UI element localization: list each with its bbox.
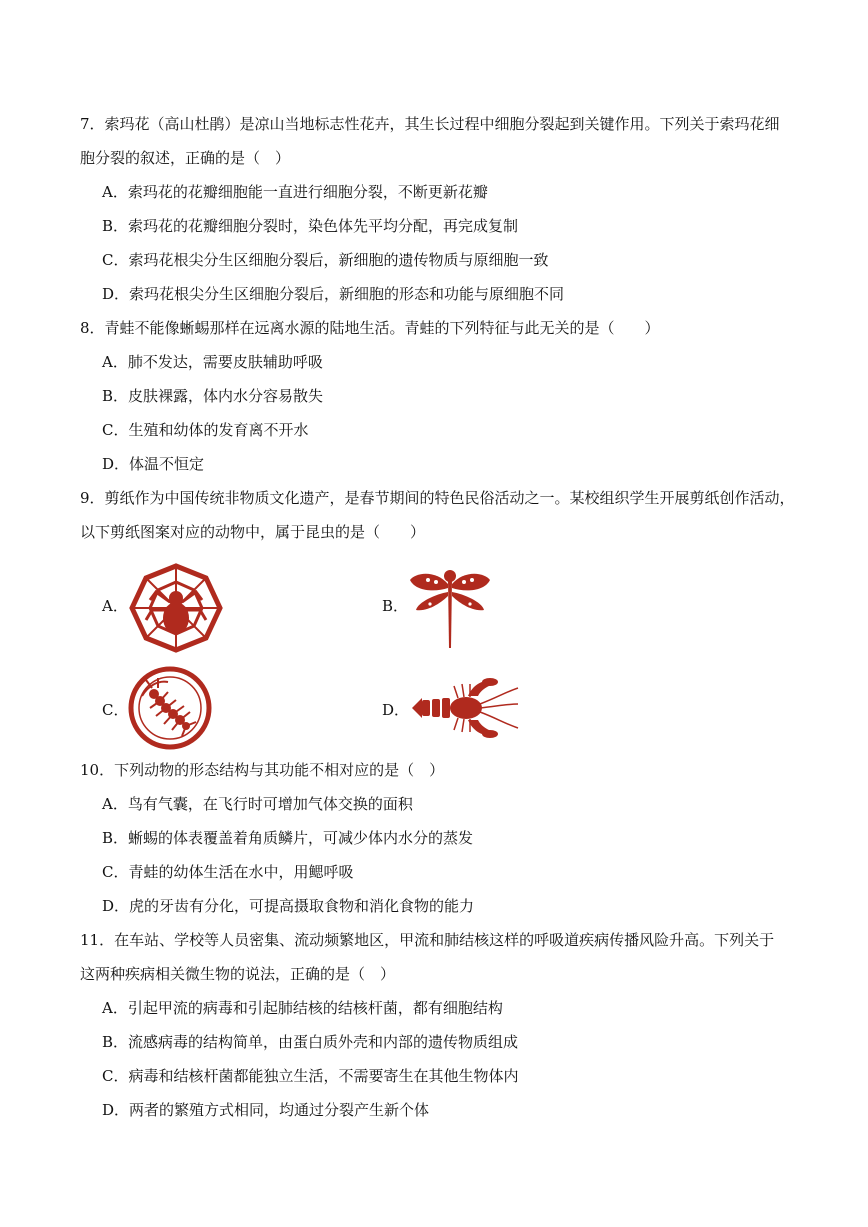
q7-stem-line-2: 胞分裂的叙述，正确的是（ ） [80, 149, 291, 167]
q11-option-b: B．流感病毒的结构简单，由蛋白质外壳和内部的遗传物质组成 [102, 1033, 519, 1051]
q8-option-b: B．皮肤裸露，体内水分容易散失 [102, 387, 324, 405]
q10-option-d: D．虎的牙齿有分化，可提高摄取食物和消化食物的能力 [102, 897, 475, 915]
lobster-icon [408, 674, 520, 742]
q9-stem-line-1: 9．剪纸作为中国传统非物质文化遗产，是春节期间的特色民俗活动之一。某校组织学生开展剪纸创作活动， [80, 489, 795, 507]
q7-option-a: A．索玛花的花瓣细胞能一直进行细胞分裂，不断更新花瓣 [102, 183, 488, 201]
q7-stem-line-1: 7．索玛花（高山杜鹃）是凉山当地标志性花卉，其生长过程中细胞分裂起到关键作用。下列关于索玛花细 [80, 115, 780, 133]
q11-option-d: D．两者的繁殖方式相同，均通过分裂产生新个体 [102, 1101, 430, 1119]
q11-stem-line-1: 11．在车站、学校等人员密集、流动频繁地区，甲流和肺结核这样的呼吸道疾病传播风险升高。下列关于 [80, 931, 775, 949]
q9-option-a-label: A． [102, 597, 128, 615]
q10-option-a: A．鸟有气囊，在飞行时可增加气体交换的面积 [102, 795, 413, 813]
q8-stem-line-1: 8．青蛙不能像蜥蜴那样在远离水源的陆地生活。青蛙的下列特征与此无关的是（ ） [80, 319, 660, 337]
q9-option-c-label: C． [102, 701, 129, 719]
q11-option-a: A．引起甲流的病毒和引起肺结核的结核杆菌，都有细胞结构 [102, 999, 503, 1017]
q10-stem-line-1: 10．下列动物的形态结构与其功能不相对应的是（ ） [80, 761, 445, 779]
q11-option-c: C．病毒和结核杆菌都能独立生活，不需要寄生在其他生物体内 [102, 1067, 519, 1085]
q8-option-d: D．体温不恒定 [102, 455, 205, 473]
q8-option-a: A．肺不发达，需要皮肤辅助呼吸 [102, 353, 323, 371]
spider-icon [128, 562, 224, 654]
q11-stem-line-2: 这两种疾病相关微生物的说法，正确的是（ ） [80, 965, 396, 983]
q7-option-b: B．索玛花的花瓣细胞分裂时，染色体先平均分配，再完成复制 [102, 217, 519, 235]
centipede-icon [128, 666, 212, 750]
q10-option-b: B．蜥蜴的体表覆盖着角质鳞片，可减少体内水分的蒸发 [102, 829, 474, 847]
q9-option-b-label: B． [382, 597, 409, 615]
q7-option-d: D．索玛花根尖分生区细胞分裂后，新细胞的形态和功能与原细胞不同 [102, 285, 565, 303]
q8-option-c: C．生殖和幼体的发育离不开水 [102, 421, 309, 439]
q9-option-d-label: D． [382, 701, 410, 719]
q10-option-c: C．青蛙的幼体生活在水中，用鳃呼吸 [102, 863, 354, 881]
dragonfly-icon [408, 566, 492, 650]
q7-option-c: C．索玛花根尖分生区细胞分裂后，新细胞的遗传物质与原细胞一致 [102, 251, 549, 269]
q9-stem-line-2: 以下剪纸图案对应的动物中，属于昆虫的是（ ） [80, 523, 426, 541]
